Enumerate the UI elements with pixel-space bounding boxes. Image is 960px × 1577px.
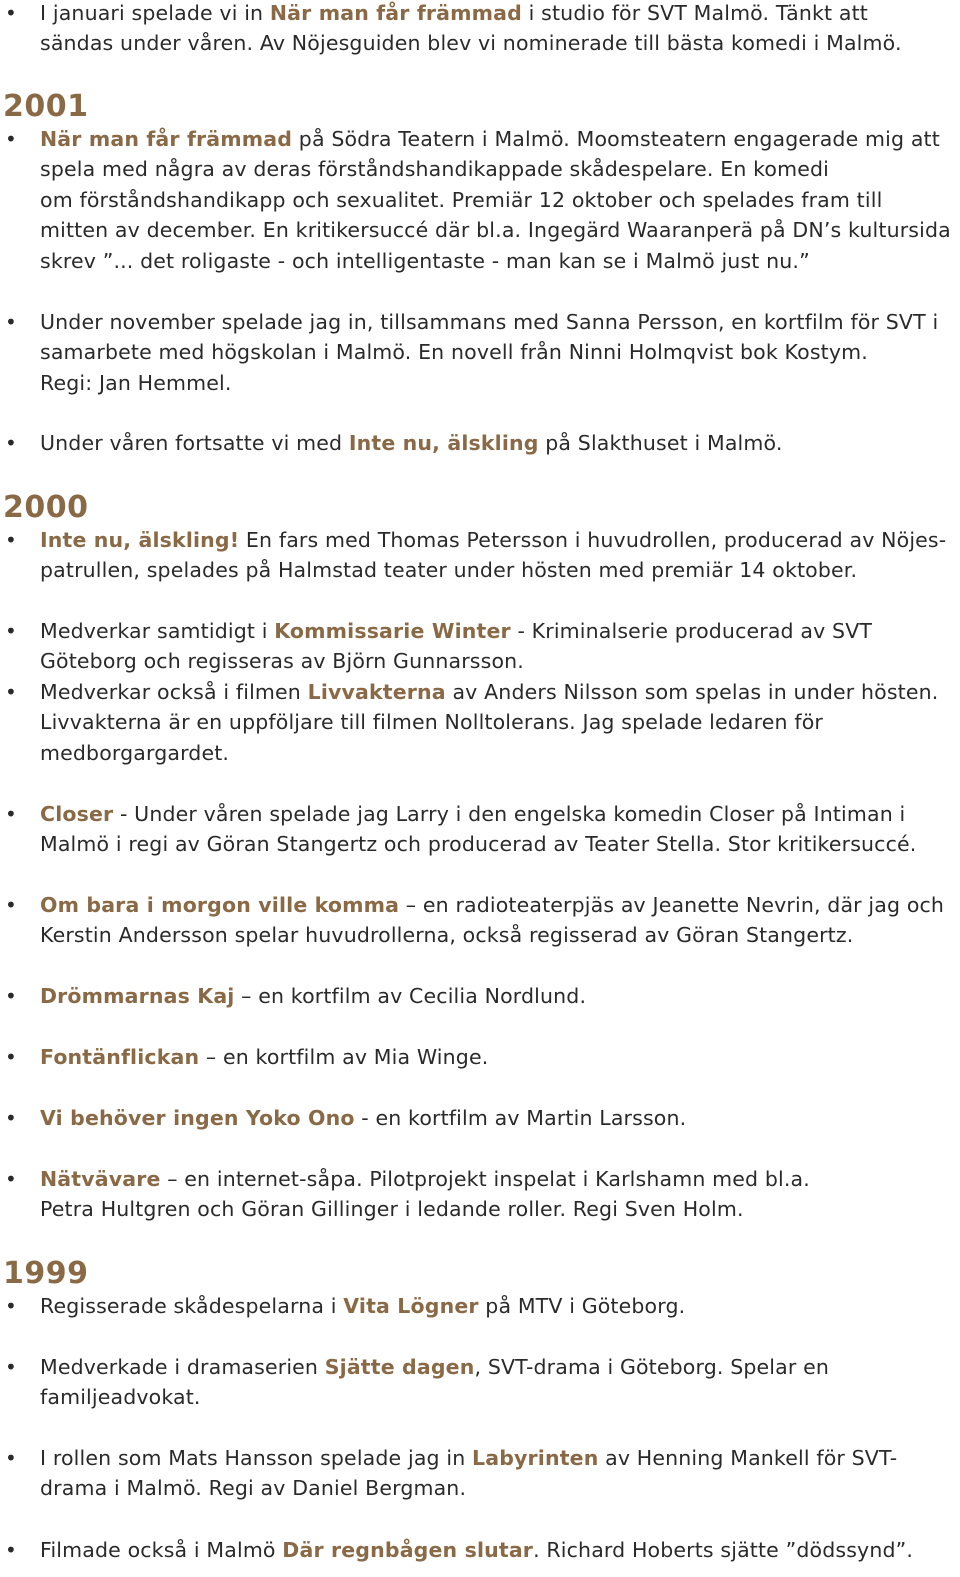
work-title: Inte nu, älskling (348, 431, 539, 455)
entry-text: på MTV i Göteborg. (478, 1294, 686, 1318)
bullet-icon: • (5, 310, 17, 334)
entry-line (40, 646, 524, 676)
work-title: Sjätte dagen (324, 1355, 475, 1379)
entry-line (40, 1103, 686, 1133)
entry-text: samarbete med högskolan i Malmö. En novell från Ninni Holmqvist bok Kostym. (40, 340, 868, 365)
entry-text: Livvakterna är en uppföljare till filmen Nolltolerans. Jag spelade ledaren för (40, 710, 823, 735)
entry-text: – en kortfilm av Cecilia Nordlund. (234, 984, 587, 1008)
work-title: Labyrinten (472, 1446, 599, 1470)
entry-text: spela med några av deras förståndshandikappade skådespelare. En komedi (40, 157, 829, 182)
entry-line (40, 1382, 201, 1412)
entry-text: Medverkade i dramaserien (40, 1355, 325, 1379)
entry-text: – en radioteaterpjäs av Jeanette Nevrin, där jag och (399, 893, 945, 917)
year-heading-2001: 2001 (3, 89, 89, 124)
bullet-icon: • (5, 1106, 17, 1130)
entry-line (40, 829, 916, 859)
entry-line (40, 337, 868, 367)
bullet-icon: • (5, 619, 17, 643)
entry-text: Petra Hultgren och Göran Gillinger i ledande roller. Regi Sven Holm. (40, 1197, 744, 1222)
entry-line (40, 124, 940, 154)
entry-line (40, 981, 586, 1011)
bullet-icon: • (5, 680, 17, 704)
entry-text: Medverkar också i filmen (40, 680, 308, 704)
entry-line (40, 525, 946, 555)
bullet-icon: • (5, 1538, 17, 1562)
entry-line (40, 428, 783, 458)
entry-text: Regi: Jan Hemmel. (40, 370, 232, 395)
work-title: Vi behöver ingen Yoko Ono (40, 1106, 355, 1130)
entry-line (40, 1352, 829, 1382)
entry-line (40, 307, 938, 337)
bullet-icon: • (5, 802, 17, 826)
work-title: Closer (40, 802, 114, 826)
bullet-icon: • (5, 1167, 17, 1191)
entry-line (40, 1164, 810, 1194)
entry-line (40, 1042, 488, 1072)
work-title: Nätvävare (40, 1167, 161, 1191)
work-title: Drömmarnas Kaj (40, 984, 235, 1008)
work-title: Fontänflickan (40, 1045, 200, 1069)
entry-text: mitten av december. En kritikersuccé där bl.a. Ingegärd Waaranperä på DN’s kultursida (40, 218, 951, 243)
work-title: Vita Lögner (343, 1294, 479, 1318)
work-title: Kommissarie Winter (274, 619, 511, 643)
entry-text: Filmade också i Malmö (40, 1538, 283, 1562)
work-title: Om bara i morgon ville komma (40, 893, 400, 917)
entry-line (40, 920, 853, 950)
entry-line (40, 616, 872, 646)
entry-text: - Under våren spelade jag Larry i den engelska komedin Closer på Intiman i (113, 802, 906, 826)
bullet-icon: • (5, 984, 17, 1008)
entry-text: Göteborg och regisseras av Björn Gunnarsson. (40, 649, 524, 674)
entry-text: drama i Malmö. Regi av Daniel Bergman. (40, 1476, 467, 1501)
entry-text: En fars med Thomas Petersson i huvudrollen, producerad av Nöjes- (239, 528, 947, 552)
work-title: När man får främmad (269, 1, 522, 25)
work-title: Livvakterna (307, 680, 446, 704)
entry-text: – en kortfilm av Mia Winge. (199, 1045, 489, 1069)
entry-line (40, 1291, 685, 1321)
entry-line (40, 1535, 913, 1565)
entry-line (40, 555, 857, 585)
entry-text: Under november spelade jag in, tillsammans med Sanna Persson, en kortfilm för SVT i (40, 310, 939, 334)
entry-text: Regisserade skådespelarna i (40, 1294, 344, 1318)
entry-text: – en internet-såpa. Pilotprojekt inspelat i Karlshamn med bl.a. (160, 1167, 810, 1191)
entry-text: . Richard Hoberts sjätte ”dödssynd”. (533, 1538, 914, 1562)
entry-line (40, 368, 232, 398)
entry-line (40, 890, 944, 920)
entry-line (40, 0, 868, 28)
entry-line (40, 707, 823, 737)
entry-line (40, 799, 905, 829)
bullet-icon: • (5, 1045, 17, 1069)
entry-line (40, 154, 829, 184)
entry-line (40, 185, 882, 215)
entry-line (40, 1473, 466, 1503)
bullet-icon: • (5, 1, 17, 25)
entry-text: av Anders Nilsson som spelas in under hösten. (445, 680, 939, 704)
entry-text: Malmö i regi av Göran Stangertz och producerad av Teater Stella. Stor kritikersuccé. (40, 832, 917, 857)
entry-text: Medverkar samtidigt i (40, 619, 275, 643)
entry-text: familjeadvokat. (40, 1385, 201, 1410)
work-title: Inte nu, älskling! (40, 528, 240, 552)
entry-text: om förståndshandikapp och sexualitet. Premiär 12 oktober och spelades fram till (40, 187, 883, 212)
bullet-icon: • (5, 1355, 17, 1379)
entry-text: Kerstin Andersson spelar huvudrollerna, också regisserad av Göran Stangertz. (40, 923, 854, 948)
entry-text: , SVT-drama i Göteborg. Spelar en (474, 1355, 829, 1379)
entry-text: skrev ”... det roligaste - och intelligentaste - man kan se i Malmö just nu.” (40, 248, 810, 273)
entry-text: på Södra Teatern i Malmö. Moomsteatern engagerade mig att (292, 127, 940, 151)
entry-text: i studio för SVT Malmö. Tänkt att (521, 1, 868, 25)
entry-text: sändas under våren. Av Nöjesguiden blev vi nominerade till bästa komedi i Malmö. (40, 31, 902, 56)
entry-text: I januari spelade vi in (40, 1, 270, 25)
entry-line (40, 28, 902, 58)
entry-line (40, 246, 810, 276)
bullet-icon: • (5, 431, 17, 455)
bullet-icon: • (5, 528, 17, 552)
entry-line (40, 215, 951, 245)
year-heading-1999: 1999 (3, 1256, 89, 1291)
entry-line (40, 1443, 897, 1473)
entry-text: - en kortfilm av Martin Larsson. (354, 1106, 687, 1130)
entry-text: medborgargardet. (40, 740, 230, 765)
entry-text: patrullen, spelades på Halmstad teater under hösten med premiär 14 oktober. (40, 558, 858, 583)
entry-text: Under våren fortsatte vi med (40, 431, 349, 455)
entry-text: av Henning Mankell för SVT- (598, 1446, 898, 1470)
bullet-icon: • (5, 1294, 17, 1318)
entry-line (40, 677, 938, 707)
bullet-icon: • (5, 1446, 17, 1470)
bullet-icon: • (5, 127, 17, 151)
year-heading-2000: 2000 (3, 490, 89, 525)
entry-text: I rollen som Mats Hansson spelade jag in (40, 1446, 473, 1470)
work-title: När man får främmad (40, 127, 293, 151)
work-title: Där regnbågen slutar (282, 1538, 534, 1562)
entry-text: på Slakthuset i Malmö. (538, 431, 783, 455)
entry-line (40, 738, 229, 768)
entry-line (40, 1194, 744, 1224)
entry-text: - Kriminalserie producerad av SVT (510, 619, 873, 643)
bullet-icon: • (5, 893, 17, 917)
